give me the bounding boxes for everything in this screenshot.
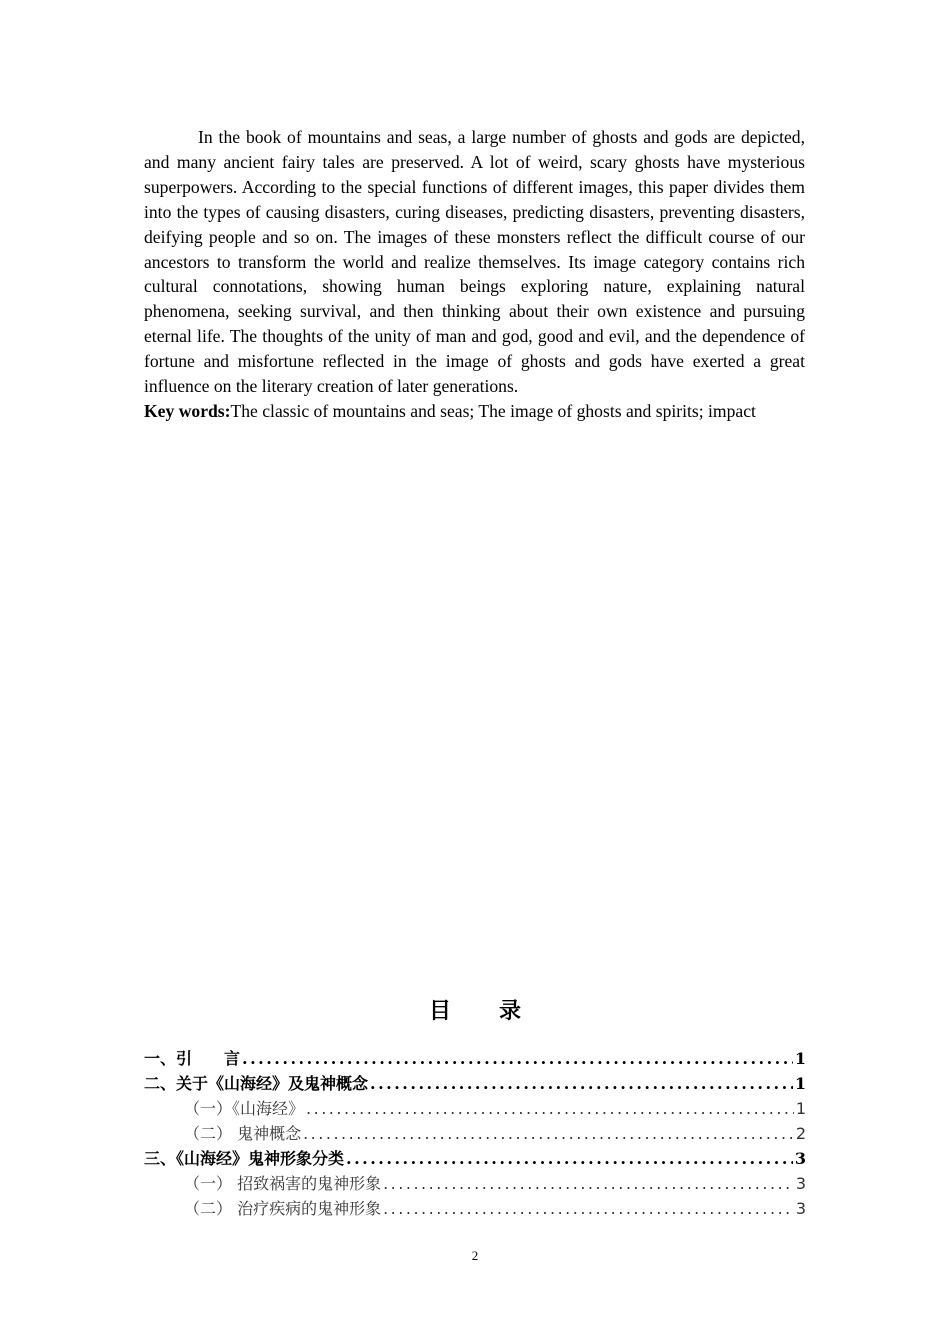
toc-entry-page: 1 <box>795 1099 806 1118</box>
toc-leader-dots <box>306 1099 794 1118</box>
toc-subentry[interactable] <box>144 1171 806 1196</box>
toc-entry-label: 三、《山海经》鬼神形象分类 <box>144 1149 345 1168</box>
toc-entry-label: （一）《山海经》 <box>184 1099 305 1118</box>
toc-entry-label: （二） 治疗疾病的鬼神形象 <box>184 1199 382 1218</box>
abstract-body: In the book of mountains and seas, a large number of ghosts and gods are depicted, and many ancient fairy tales are preserved. A lot of weird, scary ghosts have mysterious superpowers. According to the special functions of different images, this paper divides them into the types of causing disasters, curing diseases, predicting disasters, preventing disasters, deifying people and so on. The images of these monsters reflect the difficult course of our ancestors to transform the world and realize themselves. Its image category contains rich cultural connotations, showing human beings exploring nature, explaining natural phenomena, seeking survival, and then thinking about their own existence and pursuing eternal life. The thoughts of the unity of man and god, good and evil, and the dependence of fortune and misfortune reflected in the image of ghosts and gods have exerted a great influence on the literary creation of later generations. <box>144 127 805 397</box>
toc-subentry[interactable] <box>144 1096 806 1121</box>
toc-leader-dots <box>383 1174 794 1193</box>
keywords-label: Key words: <box>144 400 231 421</box>
toc-entry-label: 二、关于《山海经》及鬼神概念 <box>144 1074 369 1093</box>
toc-leader-dots <box>383 1199 794 1218</box>
toc-entry[interactable] <box>144 1046 806 1071</box>
toc-entry[interactable] <box>144 1146 806 1171</box>
toc-entry-page: 3 <box>795 1199 806 1218</box>
toc-title: 目录 <box>428 999 569 1024</box>
toc-entry-page: 1 <box>794 1074 806 1093</box>
toc-leader-dots <box>370 1074 793 1093</box>
toc-entry-page: 2 <box>795 1124 806 1143</box>
toc-subentry[interactable] <box>144 1121 806 1146</box>
toc-leader-dots <box>242 1049 793 1068</box>
toc-subentry[interactable] <box>144 1196 806 1221</box>
toc-entry-label: （二） 鬼神概念 <box>184 1124 302 1143</box>
page-number: 2 <box>471 1248 479 1263</box>
table-of-contents <box>144 1046 806 1221</box>
toc-entry-label: （一） 招致祸害的鬼神形象 <box>184 1174 382 1193</box>
toc-entry-page: 1 <box>794 1049 806 1068</box>
keywords-text: The classic of mountains and seas; The image of ghosts and spirits; impact <box>230 400 756 421</box>
toc-leader-dots <box>303 1124 794 1143</box>
toc-entry-page: 3 <box>795 1174 806 1193</box>
toc-entry[interactable] <box>144 1071 806 1096</box>
toc-entry-label: 一、引 言 <box>144 1049 241 1068</box>
abstract-section <box>144 125 805 424</box>
toc-leader-dots <box>346 1149 793 1168</box>
toc-entry-page: 3 <box>794 1149 806 1168</box>
keywords-line <box>144 399 805 424</box>
